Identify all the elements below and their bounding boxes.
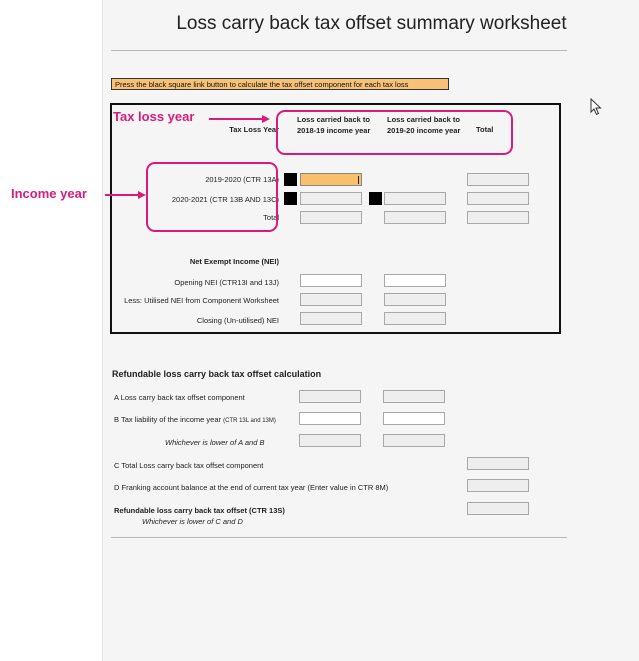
page-title: Loss carry back tax offset summary worksheet xyxy=(176,13,567,34)
whichever-ab-label: Whichever is lower of A and B xyxy=(165,438,265,447)
refund-a-label: A Loss carry back tax offset component xyxy=(114,393,245,402)
row-label-2020-2021: 2020-2021 (CTR 13B AND 13C) xyxy=(171,195,279,204)
annotation-tax-loss-year: Tax loss year xyxy=(113,109,195,124)
header-col-2018-19: Loss carried back to 2018-19 income year xyxy=(297,115,371,135)
refund-d-label: D Franking account balance at the end of current tax year (Enter value in CTR 8M) xyxy=(114,483,389,492)
refund-b-small: (CTR 13L and 13M) xyxy=(223,418,276,424)
header-total: Total xyxy=(476,125,494,134)
nei-closing-label: Closing (Un-utilised) NEI xyxy=(196,316,279,325)
whichever-cd-label: Whichever is lower of C and D xyxy=(142,517,243,526)
nei-less-label: Less: Utilised NEI from Component Worksheet xyxy=(124,296,279,305)
refund-c-label: C Total Loss carry back tax offset component xyxy=(114,461,264,470)
header-col-2019-20: Loss carried back to 2019-20 income year xyxy=(387,115,461,135)
instruction-banner: Press the black square link button to calculate the tax offset component for each tax loss xyxy=(111,78,449,90)
nei-heading: Net Exempt Income (NEI) xyxy=(189,257,279,266)
row-label-total: Total xyxy=(263,213,279,222)
annotation-income-year: Income year xyxy=(11,186,87,201)
nei-opening-label: Opening NEI (CTR13I and 13J) xyxy=(174,278,279,287)
refund-b-text: B Tax liability of the income year xyxy=(114,415,221,424)
arrow-income-year xyxy=(105,191,146,199)
arrow-tax-loss-year xyxy=(209,115,270,123)
refund-final-label: Refundable loss carry back tax offset (CTR 13S) xyxy=(114,506,285,515)
refund-heading: Refundable loss carry back tax offset calculation xyxy=(112,369,322,379)
row-label-2019-2020: 2019-2020 (CTR 13A) xyxy=(205,175,279,184)
mouse-pointer-icon xyxy=(590,98,602,116)
header-tax-loss-year: Tax Loss Year xyxy=(229,125,279,134)
